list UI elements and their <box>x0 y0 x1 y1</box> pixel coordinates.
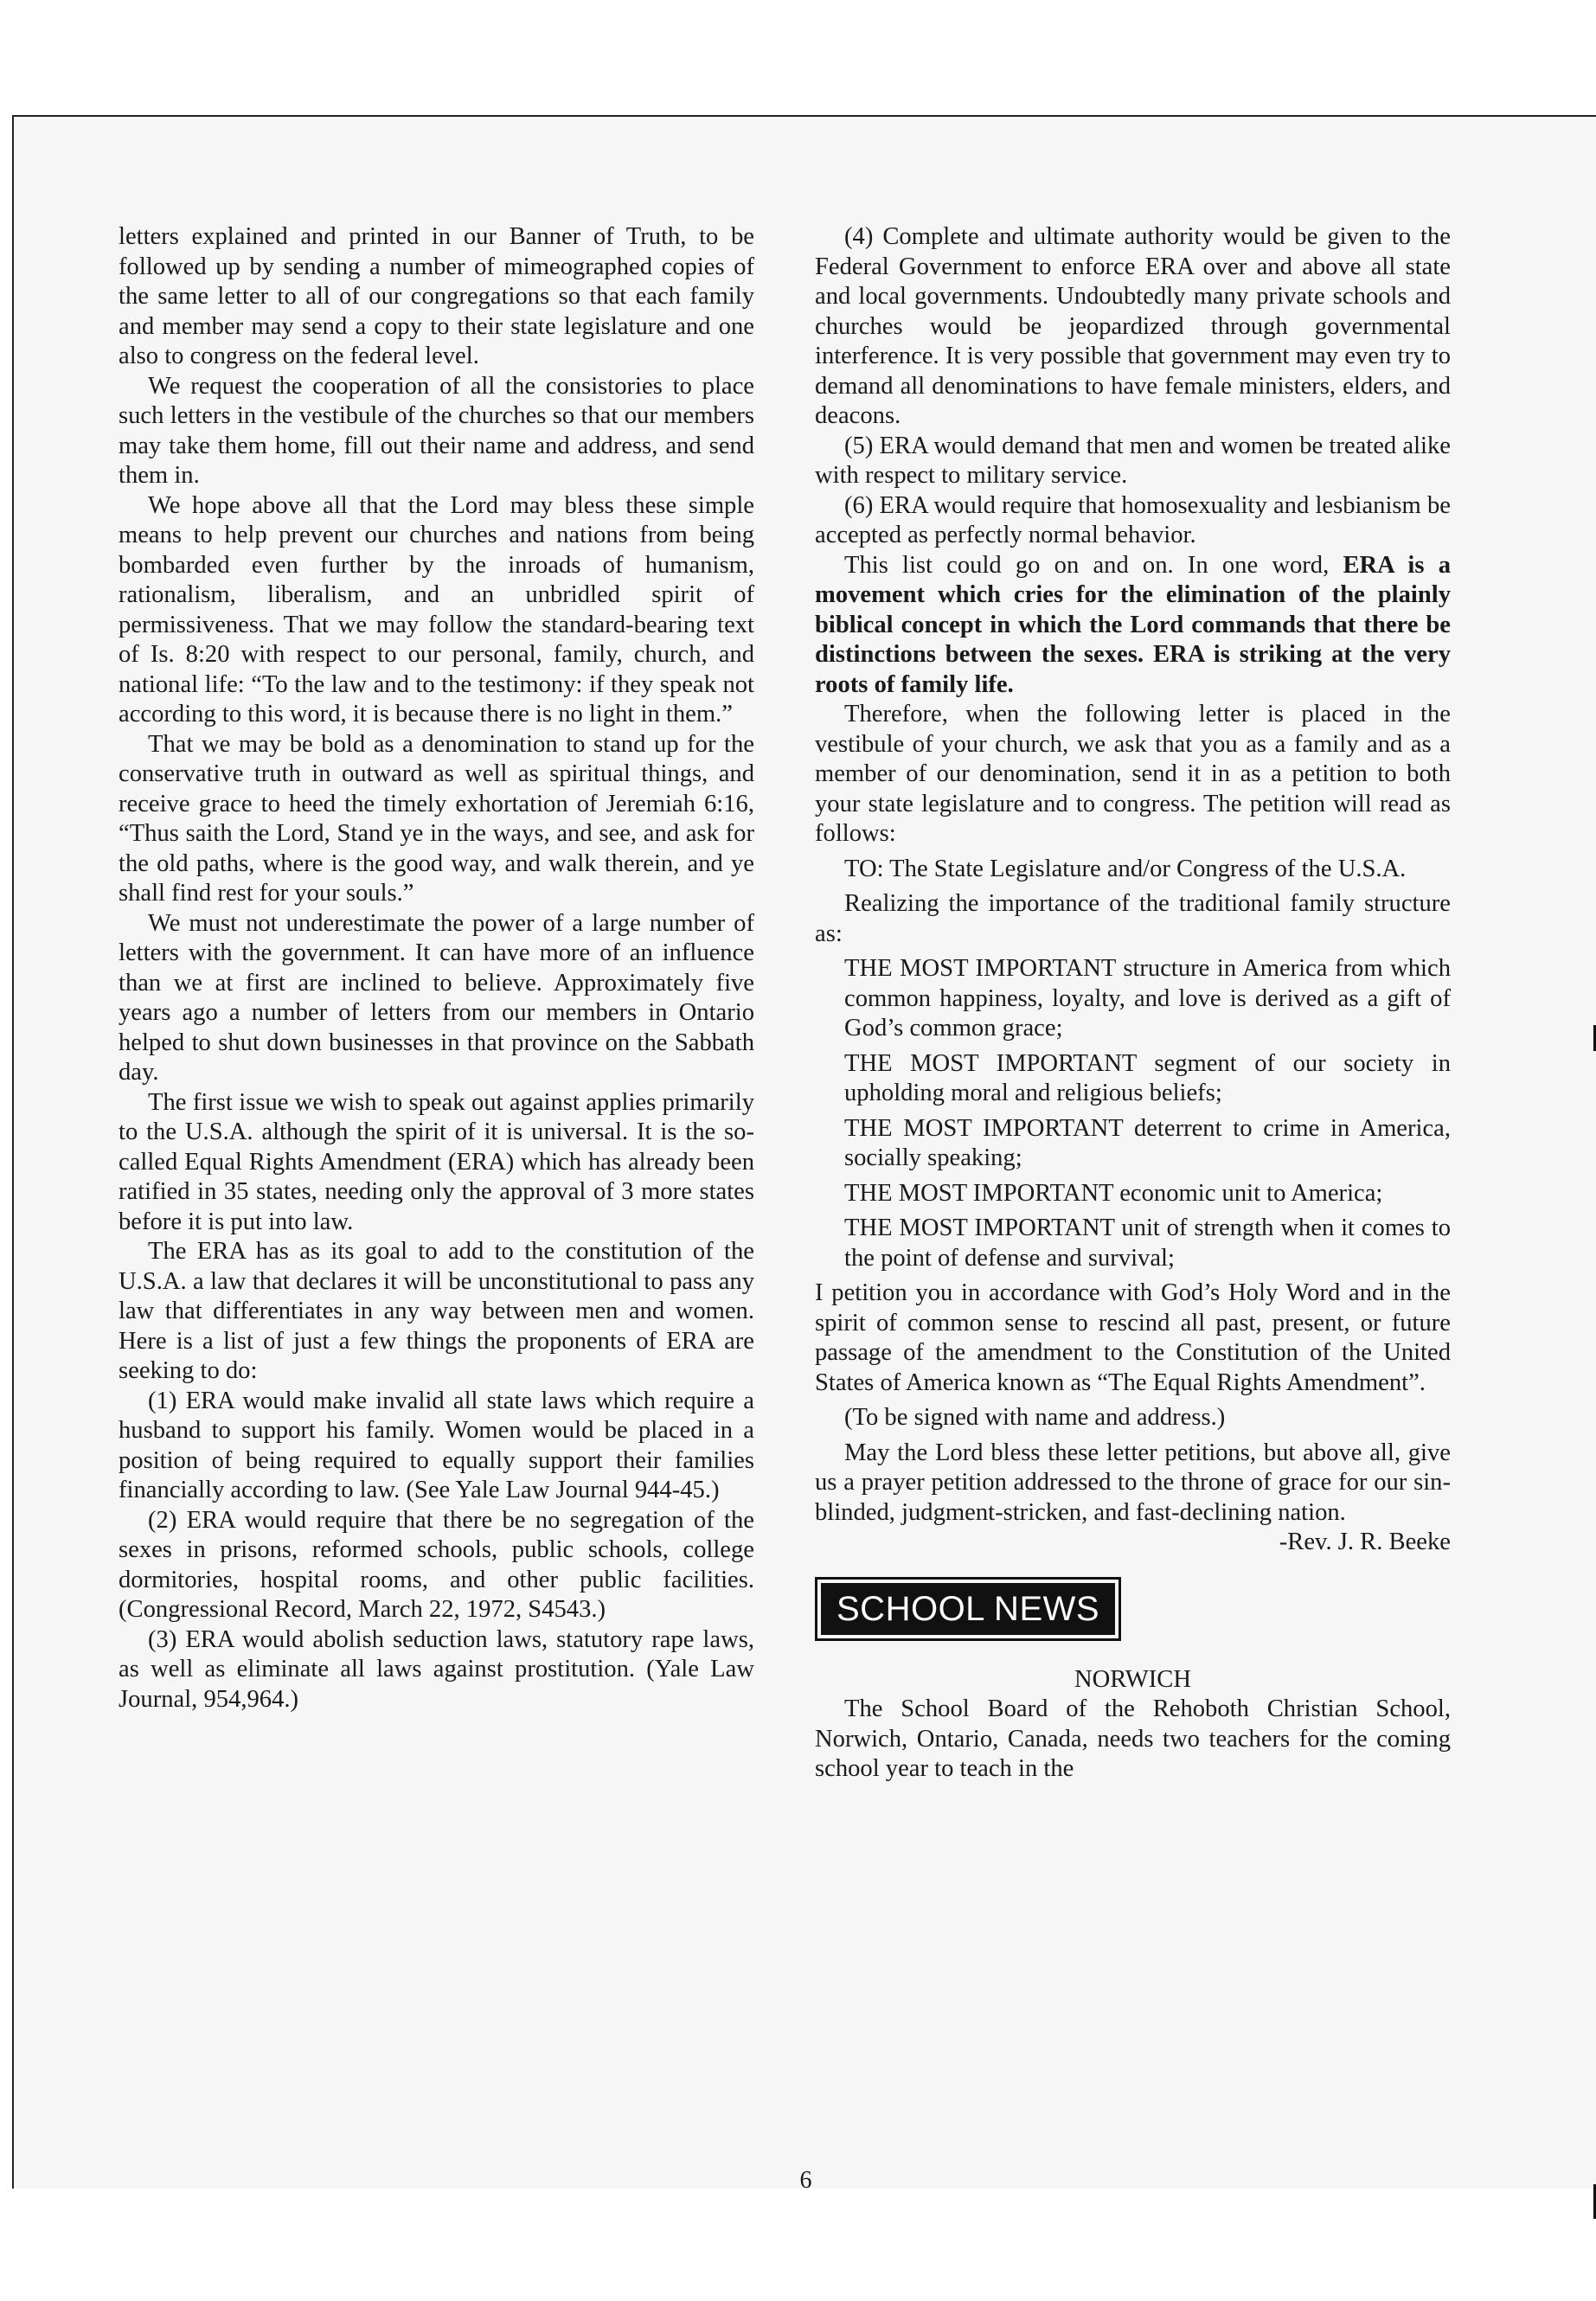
petition-point: THE MOST IMPORTANT unit of strength when it comes to the point of defense and survival; <box>844 1215 1451 1272</box>
signing-note: (To be signed with name and address.) <box>844 1404 1226 1431</box>
page-number: 6 <box>799 2167 812 2194</box>
scan-margin <box>0 0 1596 115</box>
paragraph: letters explained and printed in our Banner of Truth, to be followed up by sending a number of mimeographed copies of the same letter to all of our congregations so that each family and member may send a copy to their state legislature and one also to congress on the federal level. <box>119 223 754 369</box>
section-banner <box>815 1577 1451 1641</box>
list-item: (3) ERA would abolish seduction laws, statutory rape laws, as well as eliminate all laws against prostitution. (Yale Law Journal, 954,964.) <box>119 1625 754 1713</box>
list-item: (6) ERA would require that homosexuality and lesbianism be accepted as perfectly normal behavior. <box>815 491 1451 548</box>
petition-point: THE MOST IMPORTANT economic unit to America; <box>844 1179 1383 1207</box>
paragraph: The ERA has as its goal to add to the constitution of the U.S.A. a law that declares it will be unconstitutional to pass any law that differentiates in any way between men and women. Here is a list of just a few things the proponents of ERA are seeking to do: <box>119 1238 754 1384</box>
banner-title: SCHOOL NEWS <box>821 1583 1115 1635</box>
petition-intro: Realizing the importance of the traditional family structure as: <box>815 890 1451 947</box>
summary-emphasis: ERA is a movement which cries for the elimination of the plainly biblical concept in which the Lord commands that there be distinctions between the sexes. ERA is striking at the very roots of family life. <box>815 551 1451 698</box>
list-item: (2) ERA would require that there be no segregation of the sexes in prisons, reformed schools, public schools, college dormitories, hospital rooms, and other public facilities. (Congressional Record, March 22, 1972, S4543.) <box>119 1506 754 1623</box>
petition-point: THE MOST IMPORTANT deterrent to crime in America, socially speaking; <box>844 1114 1451 1171</box>
paragraph: The first issue we wish to speak out against applies primarily to the U.S.A. although the spirit of it is universal. It is the so-called Equal Rights Amendment (ERA) which has already been ratified in 35 states, needing only the approval of 3 more states before it is put into law. <box>119 1088 754 1235</box>
banner-frame <box>815 1577 1121 1641</box>
paragraph: The School Board of the Rehoboth Christian School, Norwich, Ontario, Canada, needs two teachers for the coming school year to teach in the <box>815 1695 1451 1782</box>
list-item: (5) ERA would demand that men and women be treated alike with respect to military service. <box>815 432 1451 489</box>
document-page <box>12 115 1596 2194</box>
petition-point: THE MOST IMPORTANT segment of our society in upholding moral and religious beliefs; <box>844 1049 1451 1106</box>
paragraph: That we may be bold as a denomination to stand up for the conservative truth in outward as well as spiritual things, and receive grace to heed the timely exhortation of Jeremiah 6:16, “Thus saith the Lord, Stand ye in the ways, and see, and ask for the old paths, where is the good way, and walk therein, and ye shall find rest for your souls.” <box>119 730 754 907</box>
left-column <box>119 222 754 1715</box>
paragraph: We request the cooperation of all the consistories to place such letters in the vestibule of the churches so that our members may take them home, fill out their name and address, and send them in. <box>119 372 754 489</box>
summary-intro: This list could go on and on. In one word, <box>844 551 1343 579</box>
petition-points <box>844 954 1451 1273</box>
petition-addressee: TO: The State Legislature and/or Congress of the U.S.A. <box>844 855 1407 882</box>
right-column <box>815 222 1451 1785</box>
author-signature: -Rev. J. R. Beeke <box>1279 1529 1451 1555</box>
summary-paragraph <box>815 551 1451 701</box>
list-item: (4) Complete and ultimate authority would be given to the Federal Government to enforce ERA over and above all state and local governments. Undoubtedly many private schools and churches would be jeopardized through governmental interference. It is very possible that government may even try to demand all denominations to have female ministers, elders, and deacons. <box>815 223 1451 429</box>
petition-point: THE MOST IMPORTANT structure in America from which common happiness, loyalty, and love is derived as a gift of God’s common grace; <box>844 955 1451 1042</box>
paragraph: Therefore, when the following letter is placed in the vestibule of your church, we ask that you as a family and as a member of our denomination, send it in as a petition to both your state legislature and to congress. The petition will read as follows: <box>815 701 1451 847</box>
paragraph: We hope above all that the Lord may bless these simple means to help prevent our churches and nations from being bombarded even further by the inroads of humanism, rationalism, liberalism, and an unbridled spirit of permissiveness. That we may follow the standard-bearing text of Is. 8:20 with respect to our personal, family, church, and national life: “To the law and to the testimony: if they speak not according to this word, it is because there is no light in them.” <box>119 491 754 727</box>
paragraph: We must not underestimate the power of a large number of letters with the government. It can have more of an influence than we at first are inclined to believe. Approximately five years ago a number of letters from our members in Ontario helped to shut down businesses in that province on the Sabbath day. <box>119 909 754 1086</box>
petition-closing: I petition you in accordance with God’s Holy Word and in the spirit of common sense to rescind all past, present, or future passage of the amendment to the Constitution of the United States of America known as “The Equal Rights Amendment”. <box>815 1279 1451 1396</box>
paragraph: May the Lord bless these letter petitions, but above all, give us a prayer petition addressed to the throne of grace for our sin-blinded, judgment-stricken, and fast-declining nation. <box>815 1439 1451 1526</box>
list-item: (1) ERA would make invalid all state laws which require a husband to support his family. Women would be placed in a position of being required to equally support their families financially according to law. (See Yale Law Journal 944-45.) <box>119 1387 754 1503</box>
section-heading: NORWICH <box>1074 1665 1192 1693</box>
